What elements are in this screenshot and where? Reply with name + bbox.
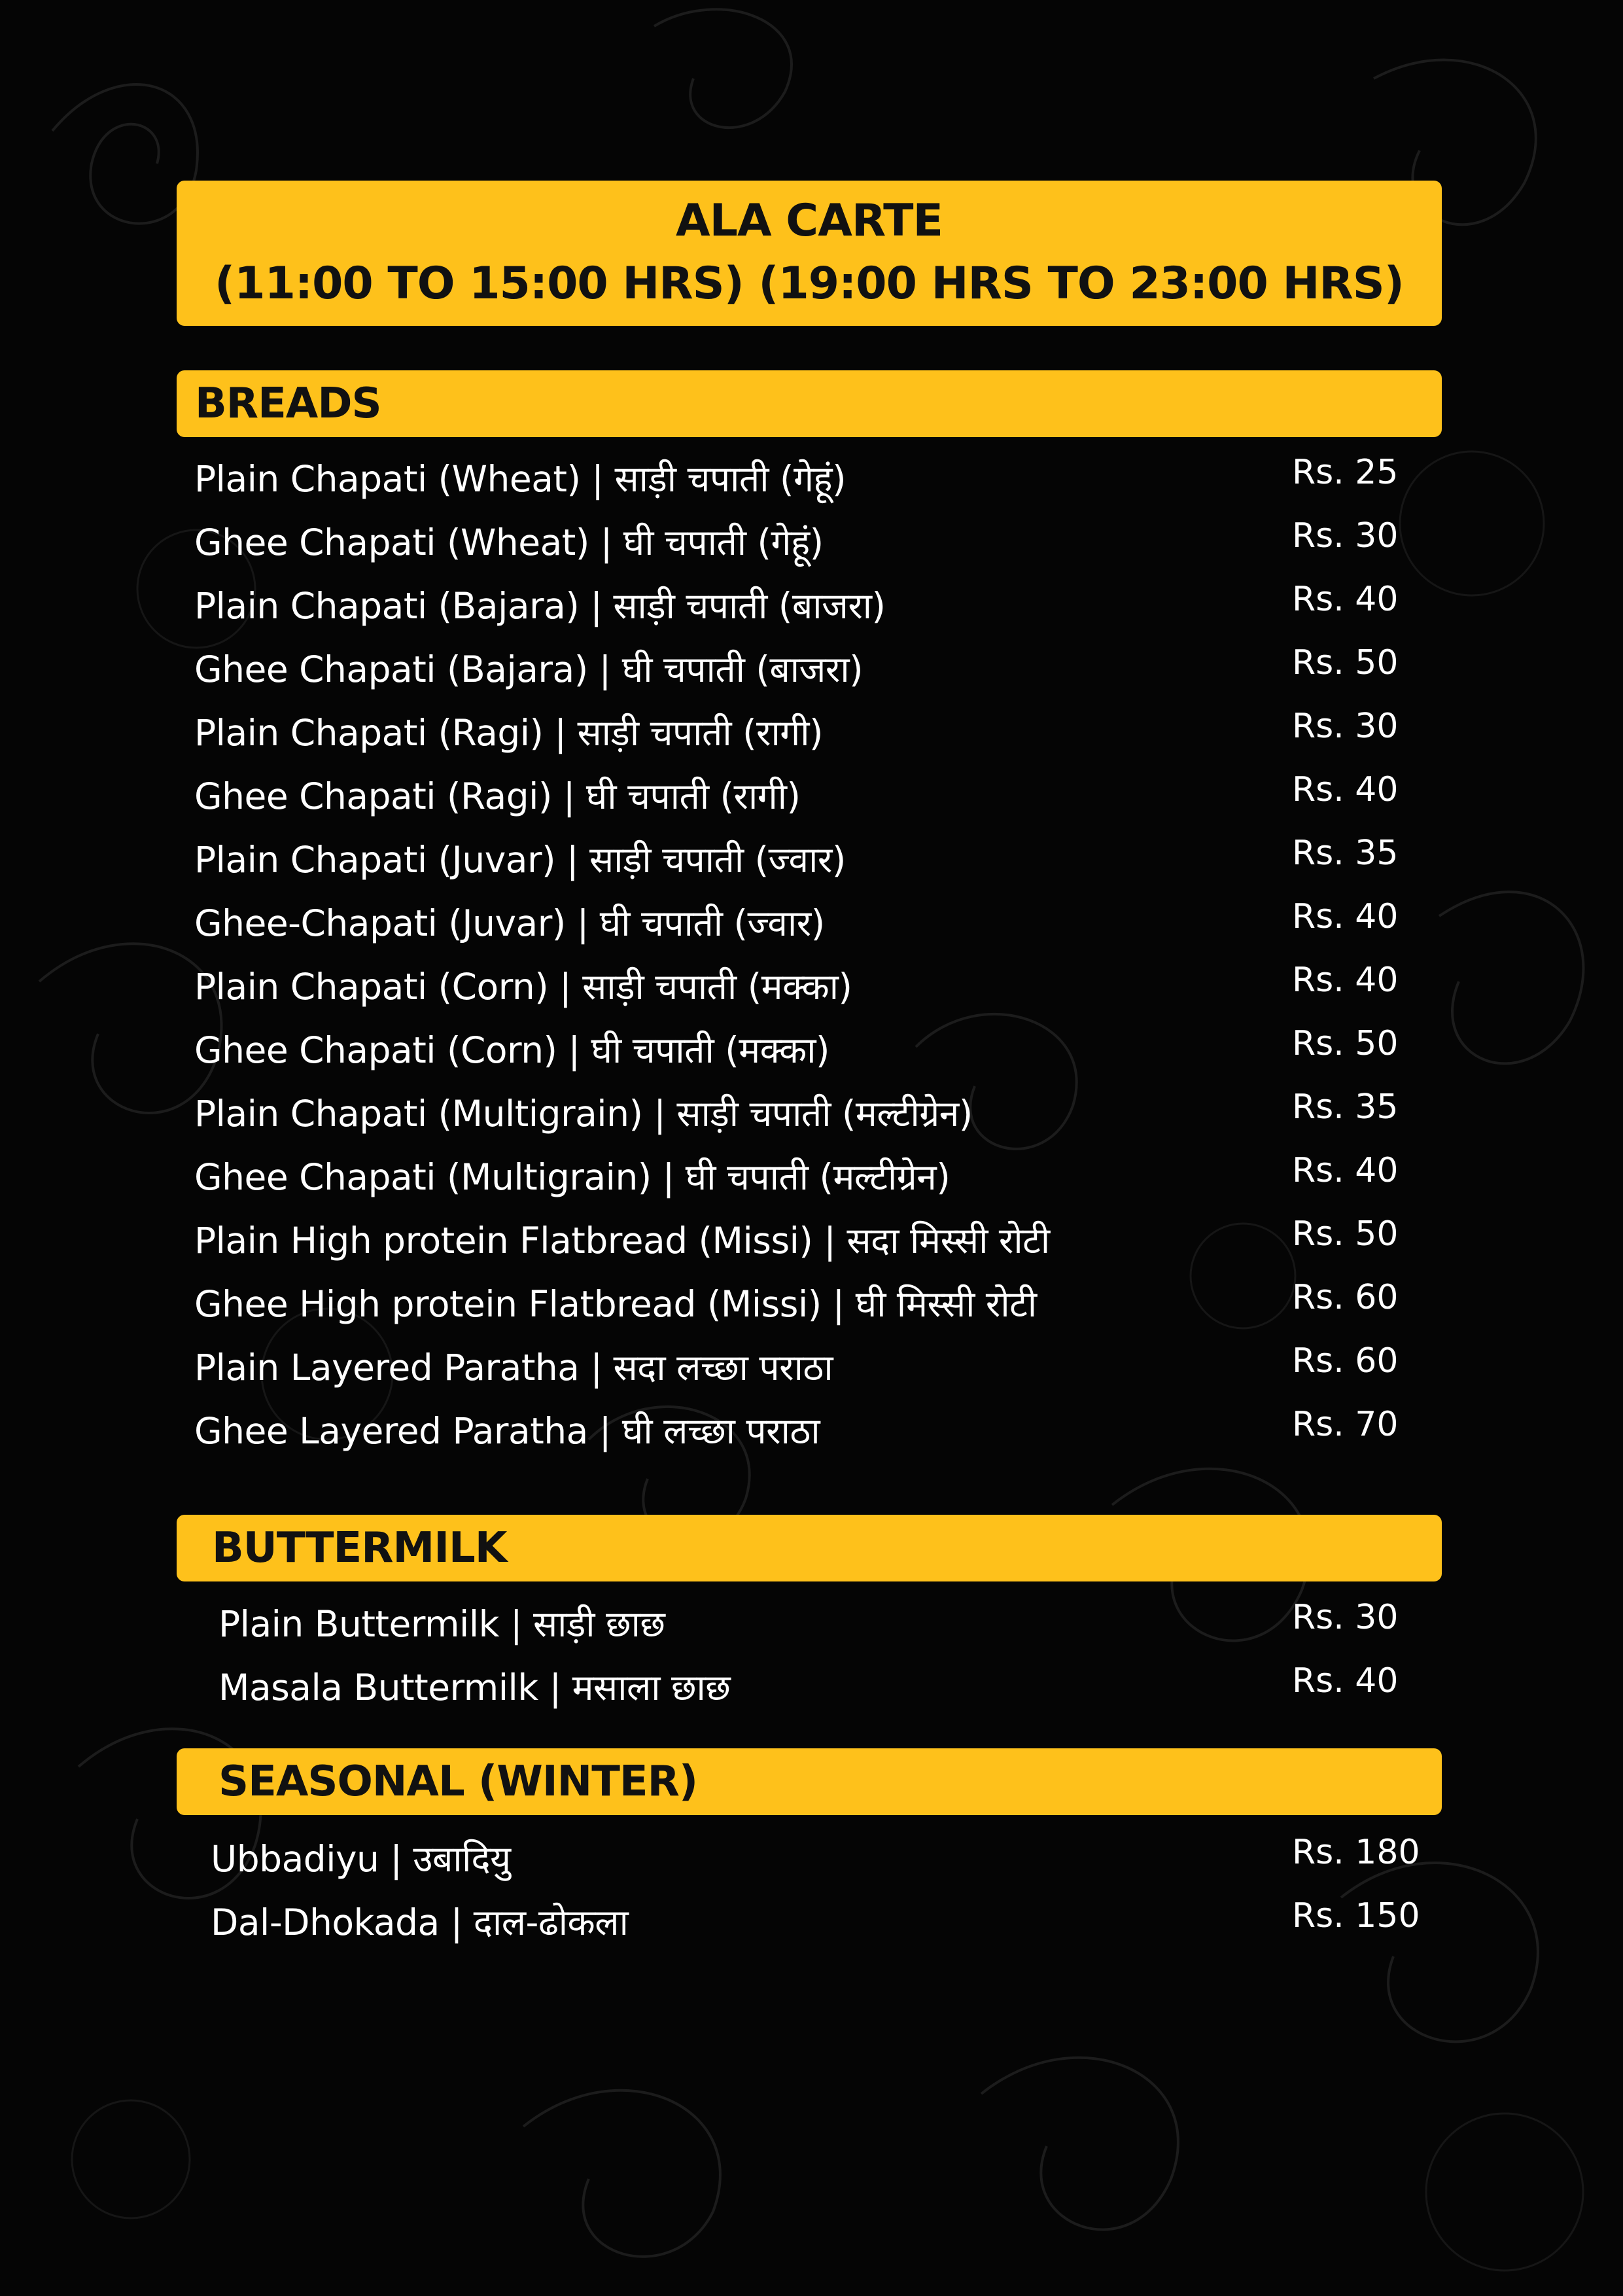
menu-item-price: Rs. 40 — [1292, 961, 1399, 1000]
menu-item-name: Dal-Dhokada | दाल-ढोकला — [211, 1901, 629, 1943]
menu-item-name: Ghee-Chapati (Juvar) | घी चपाती (ज्वार) — [194, 902, 825, 944]
buttermilk-section-header — [177, 1515, 1442, 1581]
menu-item-name: Ghee Chapati (Ragi) | घी चपाती (रागी) — [194, 775, 801, 817]
menu-item-name: Plain Chapati (Bajara) | साड़ी चपाती (बाजरा) — [194, 585, 886, 627]
menu-item-name: Plain Chapati (Wheat) | साड़ी चपाती (गेहूं) — [194, 458, 846, 500]
menu-item-name: Ubbadiyu | उबादियु — [211, 1838, 511, 1880]
seasonal-section-header — [177, 1748, 1442, 1815]
menu-item-price: Rs. 40 — [1292, 770, 1399, 809]
menu-item-price: Rs. 180 — [1292, 1833, 1420, 1872]
menu-title: ALA CARTE — [676, 195, 943, 247]
title-banner — [177, 181, 1442, 326]
menu-item-name: Plain Chapati (Juvar) | साड़ी चपाती (ज्वार) — [194, 839, 846, 881]
buttermilk-section-title: BUTTERMILK — [212, 1524, 507, 1572]
menu-item-price: Rs. 50 — [1292, 1214, 1399, 1254]
menu-item-price: Rs. 50 — [1292, 643, 1399, 682]
menu-item-name: Plain High protein Flatbread (Missi) | सदा मिस्सी रोटी — [194, 1220, 1050, 1262]
menu-item-price: Rs. 30 — [1292, 516, 1399, 556]
seasonal-section-title: SEASONAL (WINTER) — [218, 1757, 698, 1806]
menu-item-name: Plain Layered Paratha | सदा लच्छा पराठा — [194, 1347, 833, 1388]
menu-item-price: Rs. 35 — [1292, 1087, 1399, 1127]
menu-item-name: Masala Buttermilk | मसाला छाछ — [218, 1667, 731, 1708]
menu-item-price: Rs. 50 — [1292, 1024, 1399, 1063]
service-hours: (11:00 TO 15:00 HRS) (19:00 HRS TO 23:00 HRS) — [215, 258, 1404, 309]
menu-item-price: Rs. 35 — [1292, 834, 1399, 873]
menu-item-price: Rs. 70 — [1292, 1405, 1399, 1444]
menu-item-name: Ghee Chapati (Wheat) | घी चपाती (गेहूं) — [194, 521, 824, 563]
menu-item-price: Rs. 150 — [1292, 1896, 1420, 1935]
menu-item-price: Rs. 30 — [1292, 1598, 1399, 1637]
menu-item-name: Ghee Chapati (Bajara) | घी चपाती (बाजरा) — [194, 648, 864, 690]
menu-item-price: Rs. 40 — [1292, 897, 1399, 936]
menu-item-price: Rs. 60 — [1292, 1341, 1399, 1381]
menu-item-price: Rs. 25 — [1292, 453, 1399, 492]
menu-item-name: Ghee Layered Paratha | घी लच्छा पराठा — [194, 1410, 820, 1452]
breads-section-header — [177, 370, 1442, 437]
menu-item-price: Rs. 40 — [1292, 580, 1399, 619]
menu-item-price: Rs. 40 — [1292, 1151, 1399, 1190]
menu-item-price: Rs. 60 — [1292, 1278, 1399, 1317]
menu-item-name: Plain Chapati (Ragi) | साड़ी चपाती (रागी) — [194, 712, 823, 754]
menu-item-price: Rs. 30 — [1292, 707, 1399, 746]
menu-item-name: Ghee High protein Flatbread (Missi) | घी मिस्सी रोटी — [194, 1283, 1037, 1325]
menu-item-name: Ghee Chapati (Multigrain) | घी चपाती (मल्टीग्रेन) — [194, 1156, 951, 1198]
menu-item-name: Plain Buttermilk | साड़ी छाछ — [218, 1603, 665, 1645]
breads-section-title: BREADS — [195, 380, 381, 428]
menu-item-name: Plain Chapati (Multigrain) | साड़ी चपाती (मल्टीग्रेन) — [194, 1093, 973, 1135]
menu-item-name: Ghee Chapati (Corn) | घी चपाती (मक्का) — [194, 1029, 830, 1071]
menu-item-price: Rs. 40 — [1292, 1661, 1399, 1701]
menu-item-name: Plain Chapati (Corn) | साड़ी चपाती (मक्का) — [194, 966, 852, 1008]
